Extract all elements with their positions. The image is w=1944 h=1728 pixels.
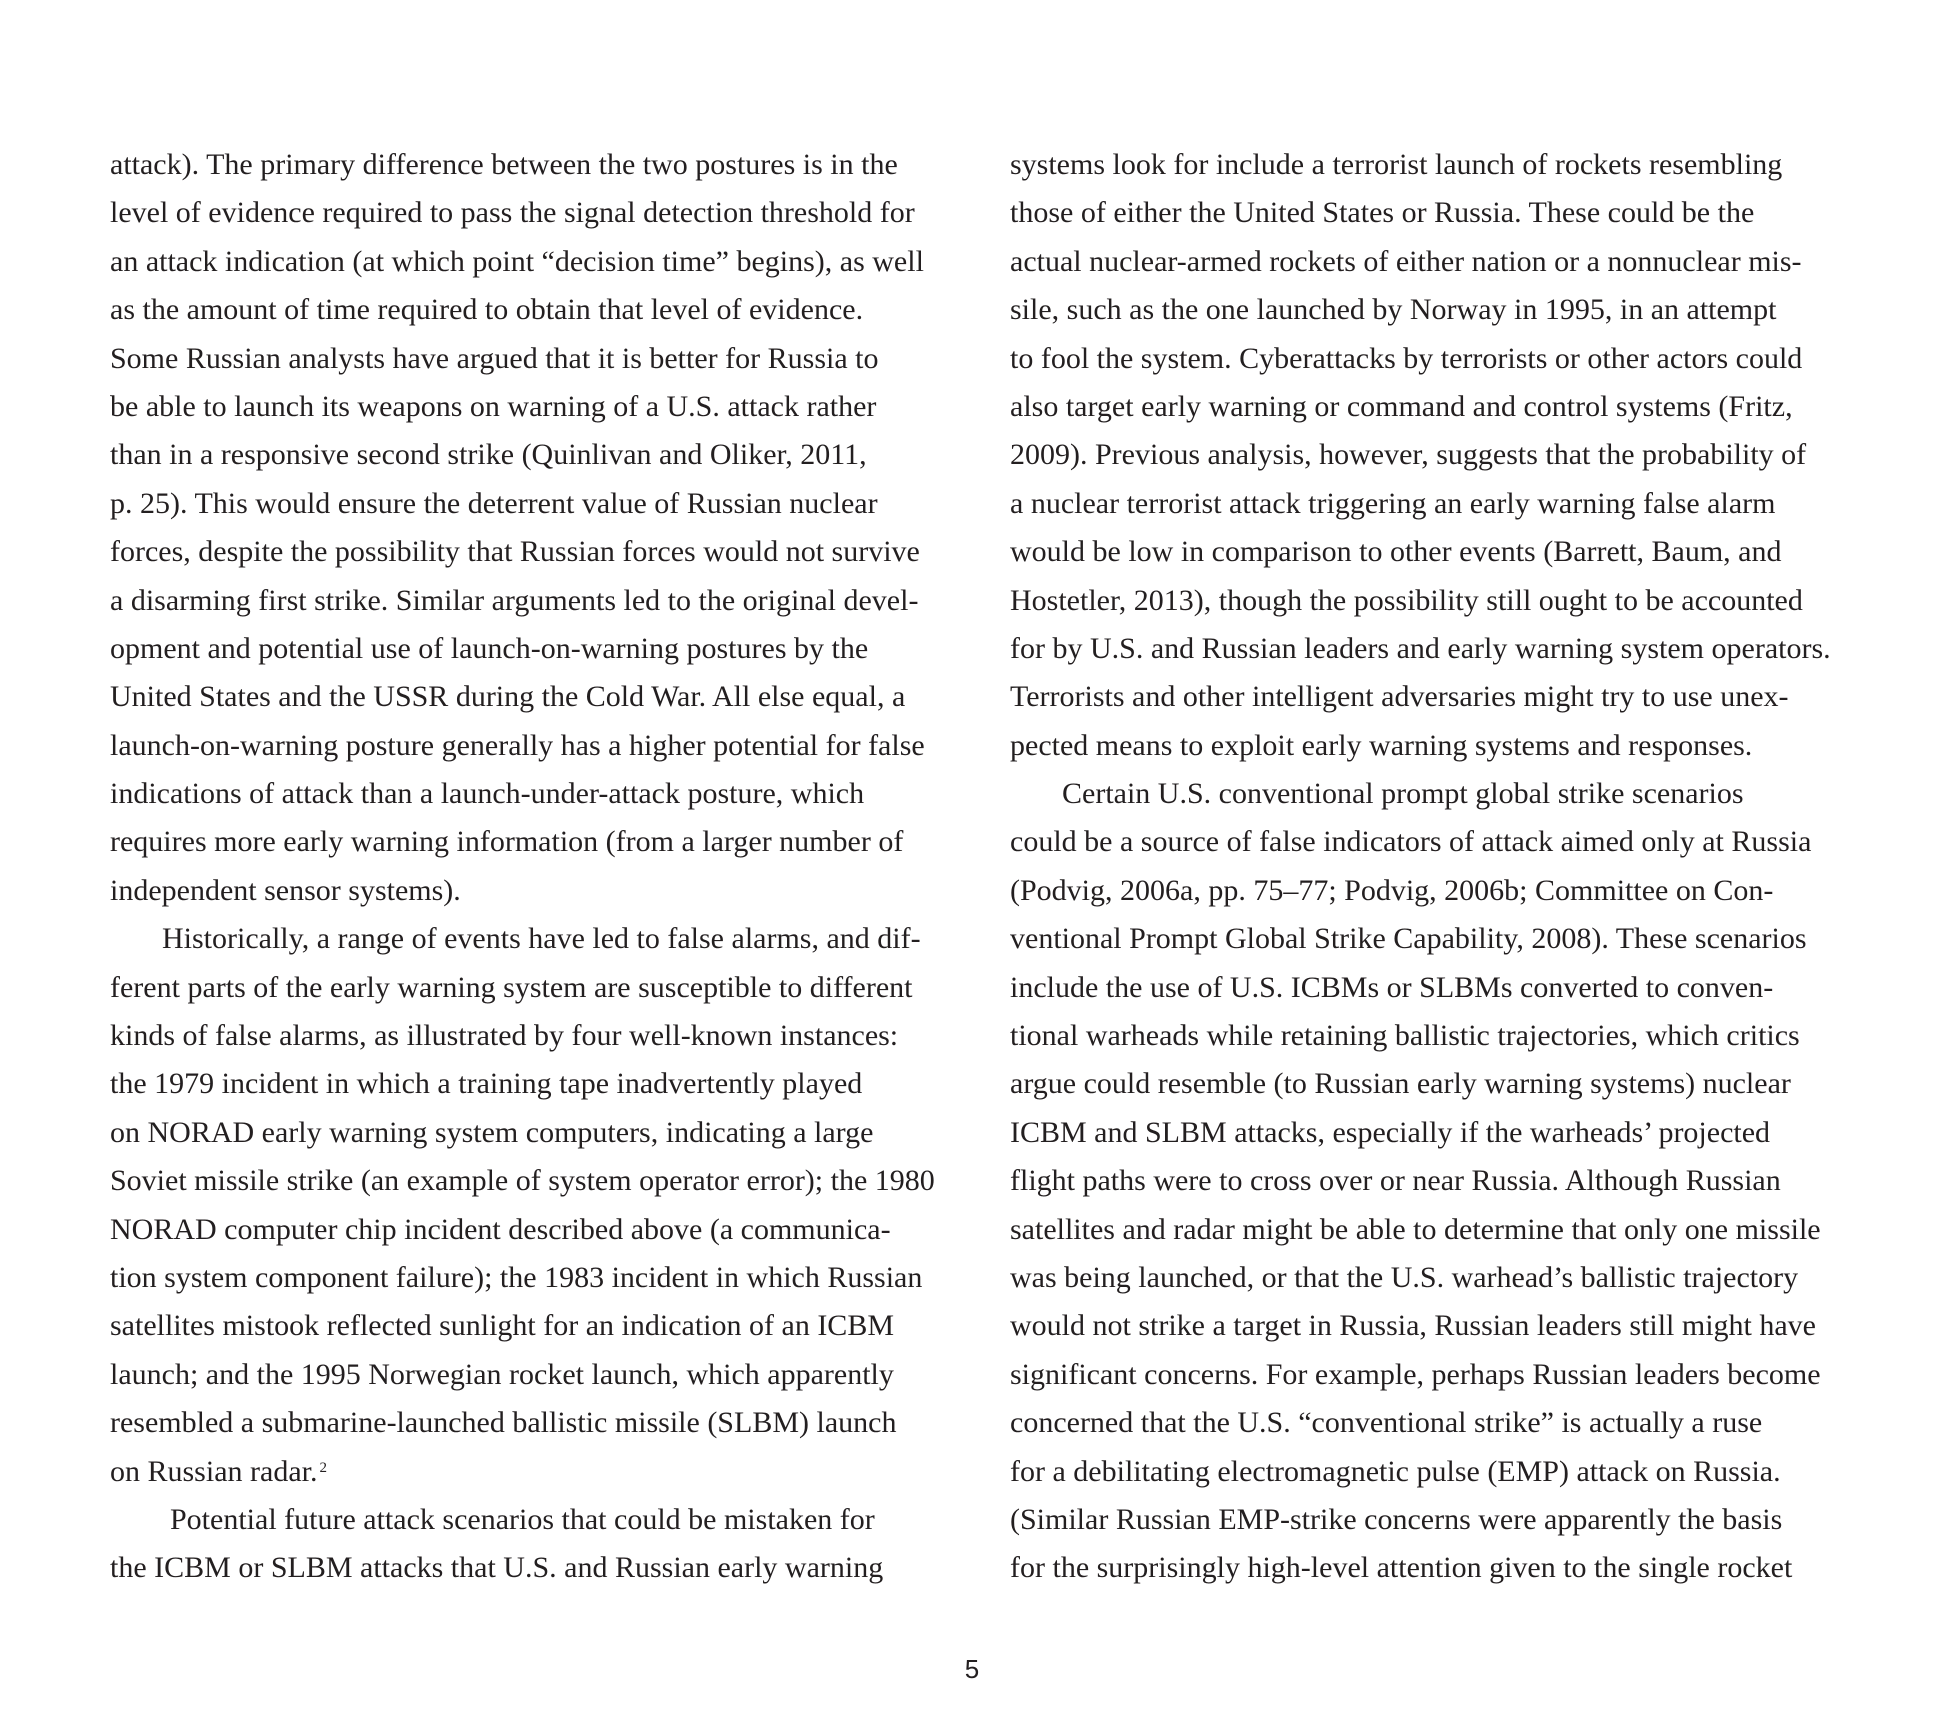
text-line: for the surprisingly high-level attention given to the single rocket [1010,1551,1793,1585]
text-line: the ICBM or SLBM attacks that U.S. and Russian early warning [110,1551,884,1585]
text-line: ventional Prompt Global Strike Capability, 2008). These scenarios [1010,922,1807,956]
text-line: ferent parts of the early warning system are susceptible to different [110,970,913,1004]
page-number: 5 [964,1654,980,1684]
text-line: launch; and the 1995 Norwegian rocket launch, which apparently [110,1357,894,1391]
text-line: actual nuclear-armed rockets of either nation or a nonnuclear mis- [1010,244,1802,278]
text-line: to fool the system. Cyberattacks by terrorists or other actors could [1010,341,1803,375]
text-line: on NORAD early warning system computers, indicating a large [110,1115,874,1149]
text-line: (Podvig, 2006a, pp. 75–77; Podvig, 2006b; Committee on Con- [1010,873,1774,907]
text-line: would be low in comparison to other events (Barrett, Baum, and [1010,535,1782,569]
text-line: could be a source of false indicators of attack aimed only at Russia [1010,825,1812,859]
text-line: Some Russian analysts have argued that it is better for Russia to [110,341,879,375]
text-line: also target early warning or command and control systems (Fritz, [1010,389,1793,423]
text-line: satellites and radar might be able to determine that only one missile [1010,1212,1821,1246]
text-line: Terrorists and other intelligent adversaries might try to use unex- [1010,680,1789,714]
text-line: include the use of U.S. ICBMs or SLBMs converted to conven- [1010,970,1774,1004]
paragraph-start-line: Certain U.S. conventional prompt global strike scenarios [1062,777,1744,811]
text-line: argue could resemble (to Russian early warning systems) nuclear [1010,1067,1791,1101]
text-line: ICBM and SLBM attacks, especially if the warheads’ projected [1010,1115,1771,1149]
right-column [1010,141,1865,1593]
text-line: sile, such as the one launched by Norway in 1995, in an attempt [1010,293,1777,327]
paragraph-start-line: Potential future attack scenarios that could be mistaken for [170,1502,875,1536]
text-line: the 1979 incident in which a training tape inadvertently played [110,1067,863,1101]
text-line: systems look for include a terrorist launch of rockets resembling [1010,148,1783,181]
text-line: satellites mistook reflected sunlight for an indication of an ICBM [110,1309,894,1343]
text-line: would not strike a target in Russia, Russian leaders still might have [1010,1309,1817,1343]
text-line: tion system component failure); the 1983 incident in which Russian [110,1260,923,1294]
text-line: tional warheads while retaining ballistic trajectories, which critics [1010,1019,1800,1053]
text-line: level of evidence required to pass the signal detection threshold for [110,196,915,230]
text-line: pected means to exploit early warning systems and responses. [1010,728,1753,762]
text-line: flight paths were to cross over or near Russia. Although Russian [1010,1164,1781,1198]
text-line: be able to launch its weapons on warning of a U.S. attack rather [110,389,877,423]
text-line: kinds of false alarms, as illustrated by four well-known instances: [110,1019,899,1053]
text-line: significant concerns. For example, perhaps Russian leaders become [1010,1357,1821,1391]
text-line: a nuclear terrorist attack triggering an early warning false alarm [1010,486,1776,520]
text-line: 2009). Previous analysis, however, suggests that the probability of [1010,438,1807,472]
text-line: opment and potential use of launch-on-warning postures by the [110,631,869,665]
text-line: p. 25). This would ensure the deterrent value of Russian nuclear [110,486,878,520]
text-line: Hostetler, 2013), though the possibility still ought to be accounted [1010,583,1803,617]
text-line-with-footnote [110,1448,965,1496]
text-line: Soviet missile strike (an example of system operator error); the 1980 [110,1164,935,1198]
text-line: a disarming first strike. Similar arguments led to the original devel- [110,583,919,617]
text-line: was being launched, or that the U.S. warhead’s ballistic trajectory [1010,1260,1799,1294]
text-line: those of either the United States or Russia. These could be the [1010,196,1755,230]
footnote-marker[interactable]: 2 [319,1459,327,1476]
text-line: requires more early warning information (from a larger number of [110,825,904,859]
text-line: forces, despite the possibility that Russian forces would not survive [110,535,920,569]
text-line: independent sensor systems). [110,873,461,907]
text-line: than in a responsive second strike (Quinlivan and Oliker, 2011, [110,438,867,472]
text-line: launch-on-warning posture generally has a higher potential for false [110,728,925,762]
text-line: as the amount of time required to obtain that level of evidence. [110,293,864,327]
left-column [110,141,965,1593]
text-line: NORAD computer chip incident described above (a communica- [110,1212,891,1246]
text-line: resembled a submarine-launched ballistic missile (SLBM) launch [110,1406,897,1440]
text-line: for by U.S. and Russian leaders and early warning system operators. [1010,631,1831,665]
text-line: on Russian radar. [110,1454,318,1488]
text-line: for a debilitating electromagnetic pulse (EMP) attack on Russia. [1010,1454,1781,1488]
text-line: indications of attack than a launch-under-attack posture, which [110,777,865,811]
text-line: concerned that the U.S. “conventional strike” is actually a ruse [1010,1406,1763,1440]
text-line: attack). The primary difference between the two postures is in the [110,148,898,181]
text-line: United States and the USSR during the Cold War. All else equal, a [110,680,906,714]
text-line: (Similar Russian EMP-strike concerns were apparently the basis [1010,1502,1783,1536]
text-line: an attack indication (at which point “decision time” begins), as well [110,244,924,278]
paragraph-start-line: Historically, a range of events have led to false alarms, and dif- [162,922,921,956]
